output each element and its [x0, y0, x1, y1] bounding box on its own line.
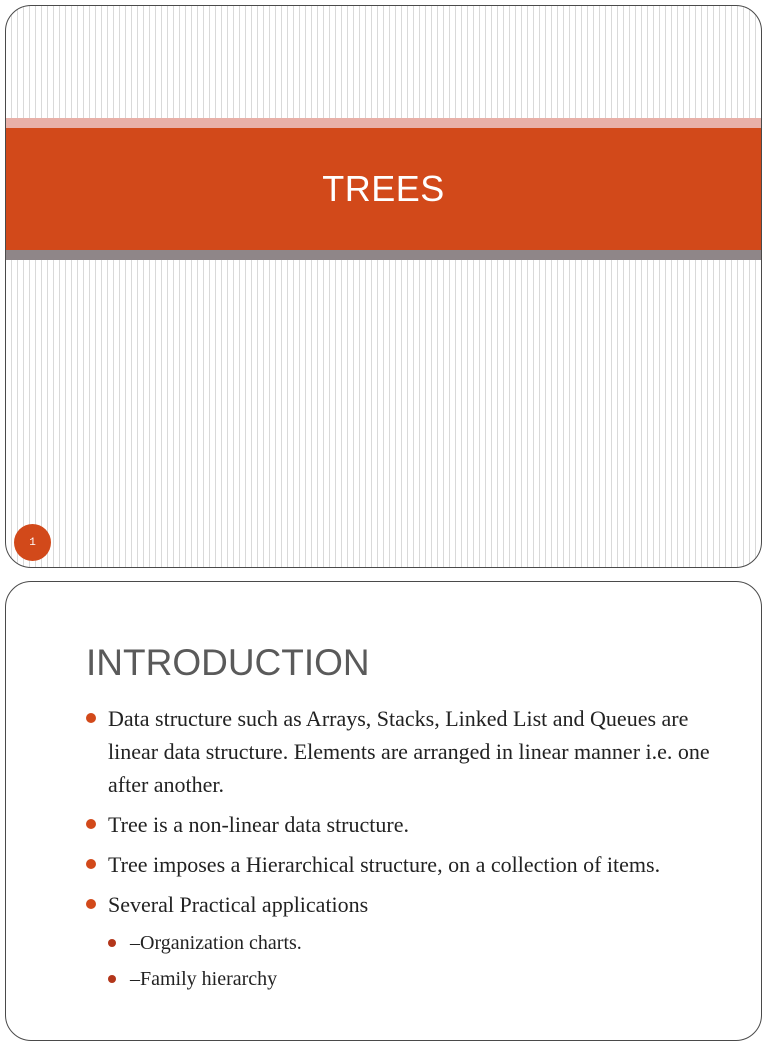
slide-heading: INTRODUCTION	[86, 642, 370, 683]
title-band	[6, 128, 761, 250]
sub-list-item	[108, 928, 726, 958]
bullet-dot-icon	[86, 819, 96, 829]
list-item	[86, 808, 726, 841]
bullet-text: Tree imposes a Hierarchical structure, on a collection of items.	[108, 852, 661, 877]
list-item	[86, 702, 726, 801]
sub-bullet-text: –Family hierarchy	[130, 968, 278, 990]
list-item	[86, 888, 726, 921]
title-band-top-stripe	[6, 118, 761, 128]
bullet-text: Several Practical applications	[108, 892, 369, 917]
title-band-bottom-stripe	[6, 250, 761, 260]
bullet-dot-icon	[86, 713, 96, 723]
bullet-list	[86, 702, 726, 1000]
introduction-slide	[5, 581, 762, 1041]
slide-title: TREES	[322, 168, 445, 209]
bullet-dot-icon	[86, 859, 96, 869]
sub-list-item	[108, 964, 726, 994]
bullet-text: Data structure such as Arrays, Stacks, Linked List and Queues are linear data structure. Elements are arranged in linear manner i.e. one after another.	[108, 706, 710, 797]
sub-bullet-dot-icon	[108, 975, 116, 983]
page-number-badge: 1	[14, 524, 51, 561]
title-slide	[5, 5, 762, 568]
sub-bullet-text: –Organization charts.	[130, 932, 302, 954]
bullet-text: Tree is a non-linear data structure.	[108, 812, 409, 837]
bullet-dot-icon	[86, 899, 96, 909]
sub-bullet-dot-icon	[108, 939, 116, 947]
list-item	[86, 848, 726, 881]
